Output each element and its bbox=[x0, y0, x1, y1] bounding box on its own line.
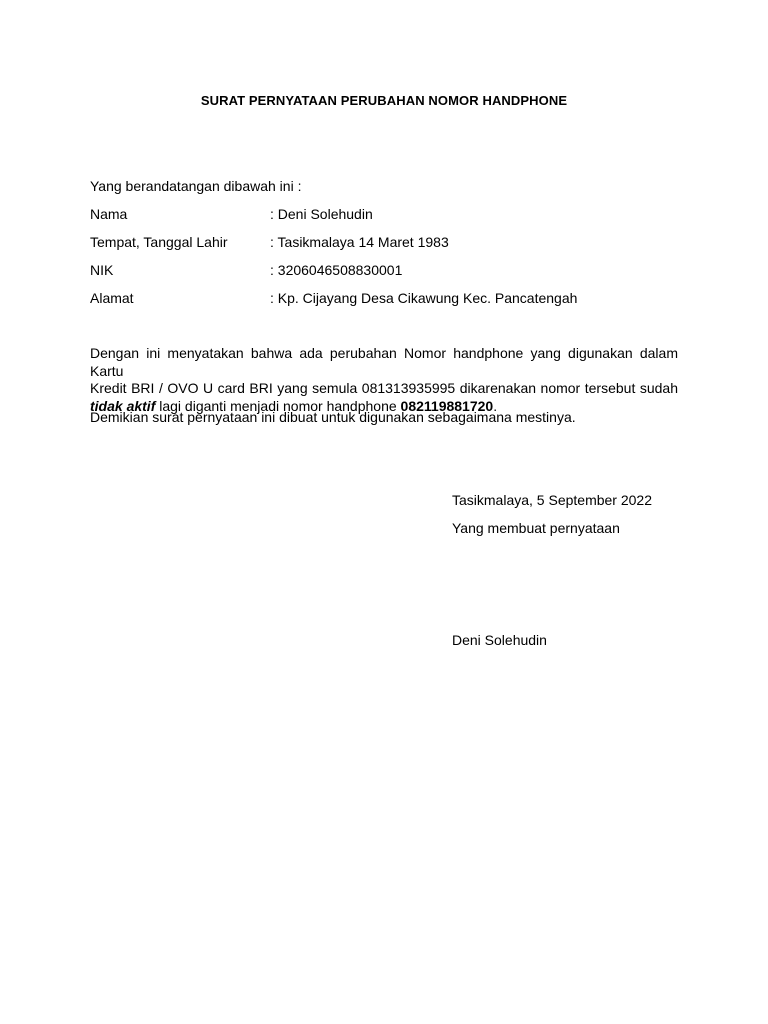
field-label: Alamat bbox=[90, 290, 134, 306]
field-label: Tempat, Tanggal Lahir bbox=[90, 234, 228, 250]
statement-paragraph bbox=[90, 345, 678, 415]
statement-line: Kredit BRI / OVO U card BRI yang semula 081313935995 dikarenakan nomor tersebut sudah bbox=[90, 380, 678, 396]
signature-place-date: Tasikmalaya, 5 September 2022 bbox=[452, 492, 652, 508]
field-value: : Kp. Cijayang Desa Cikawung Kec. Pancatengah bbox=[270, 290, 578, 306]
statement-emphasis: tidak aktif bbox=[90, 397, 156, 414]
field-label: NIK bbox=[90, 262, 114, 278]
field-value: : Tasikmalaya 14 Maret 1983 bbox=[270, 234, 449, 250]
statement-line: Dengan ini menyatakan bahwa ada perubahan Nomor handphone yang digunakan dalam Kartu bbox=[90, 345, 678, 379]
new-phone-number: 082119881720 bbox=[400, 397, 494, 414]
field-label: Nama bbox=[90, 206, 128, 222]
closing-text: Demikian surat pernyataan ini dibuat untuk digunakan sebagaimana mestinya. bbox=[90, 409, 576, 425]
field-value: : Deni Solehudin bbox=[270, 206, 373, 222]
statement-text: lagi diganti menjadi nomor handphone bbox=[155, 397, 401, 414]
document-title: SURAT PERNYATAAN PERUBAHAN NOMOR HANDPHONE bbox=[200, 93, 568, 108]
intro-text: Yang berandatangan dibawah ini : bbox=[90, 178, 302, 194]
statement-end: . bbox=[493, 397, 498, 414]
signature-role: Yang membuat pernyataan bbox=[452, 520, 620, 536]
signature-name: Deni Solehudin bbox=[452, 632, 547, 648]
field-value: : 3206046508830001 bbox=[270, 262, 403, 278]
